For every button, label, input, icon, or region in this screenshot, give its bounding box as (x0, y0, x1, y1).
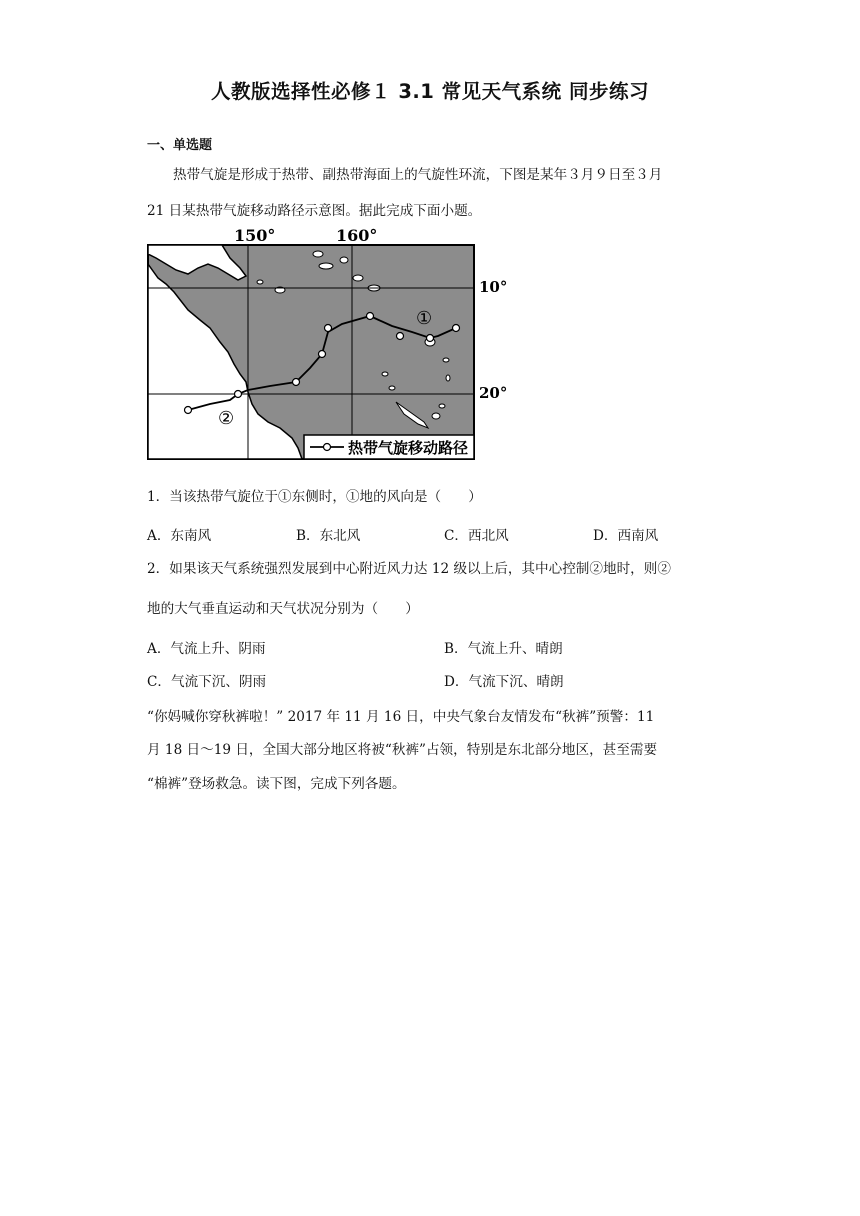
question-1-option-c[interactable]: C．西北风 (444, 528, 509, 544)
island (313, 251, 323, 257)
track-point (367, 313, 374, 320)
question-2-option-b[interactable]: B．气流上升、晴朗 (444, 641, 563, 657)
legend-label: 热带气旋移动路径 (348, 439, 469, 457)
intro-paragraph-line: 21 日某热带气旋移动路径示意图。据此完成下面小题。 (147, 203, 482, 219)
question-1-option-d[interactable]: D．西南风 (593, 528, 659, 544)
track-point (293, 379, 300, 386)
track-point (453, 325, 460, 332)
question-2-stem: 2．如果该天气系统强烈发展到中心附近风力达 12 级以上后，其中心控制②地时，则② (147, 561, 671, 577)
page-title: 人教版选择性必修１ 3.1 常见天气系统 同步练习 (211, 80, 649, 103)
question-1-stem: 1．当该热带气旋位于①东侧时，①地的风向是（ ） (147, 489, 482, 505)
lon-label-150: 150° (234, 226, 276, 245)
question-2-option-a[interactable]: A．气流上升、阴雨 (147, 641, 266, 657)
lon-label-160: 160° (336, 226, 378, 245)
point-label-1: ① (416, 308, 433, 329)
question-1-option-a[interactable]: A．东南风 (147, 528, 212, 544)
island (319, 263, 333, 269)
island (446, 375, 450, 381)
lat-label-20: 20° (479, 384, 508, 402)
island (382, 372, 388, 376)
track-point (319, 351, 326, 358)
island (257, 280, 263, 284)
intro-paragraph-2-line: 月 18 日～19 日，全国大部分地区将被“秋裤”占领，特别是东北部分地区，甚至需要 (147, 742, 658, 758)
island (439, 404, 445, 408)
track-point (427, 335, 434, 342)
question-2-stem: 地的大气垂直运动和天气状况分别为（ ） (147, 601, 419, 617)
question-2-option-c[interactable]: C．气流下沉、阴雨 (147, 674, 267, 690)
island (353, 275, 363, 281)
cyclone-path-map (130, 224, 520, 466)
island (432, 413, 440, 419)
track-point (397, 333, 404, 340)
section-heading: 一、单选题 (147, 138, 213, 153)
track-point (235, 391, 242, 398)
intro-paragraph-line: 热带气旋是形成于热带、副热带海面上的气旋性环流，下图是某年３月９日至３月 (173, 167, 663, 183)
point-label-2: ② (218, 408, 235, 429)
intro-paragraph-2-line: “你妈喊你穿秋裤啦！” 2017 年 11 月 16 日，中央气象台友情发布“秋裤”预警：11 (147, 709, 655, 725)
island (340, 257, 348, 263)
question-1-option-b[interactable]: B．东北风 (296, 528, 361, 544)
intro-paragraph-2-line: “棉裤”登场救急。读下图，完成下列各题。 (147, 776, 406, 792)
island (443, 358, 449, 362)
track-point (185, 407, 192, 414)
track-point (325, 325, 332, 332)
legend-point (324, 444, 331, 451)
question-2-option-d[interactable]: D．气流下沉、晴朗 (444, 674, 564, 690)
lat-label-10: 10° (479, 278, 508, 296)
island (389, 386, 395, 390)
